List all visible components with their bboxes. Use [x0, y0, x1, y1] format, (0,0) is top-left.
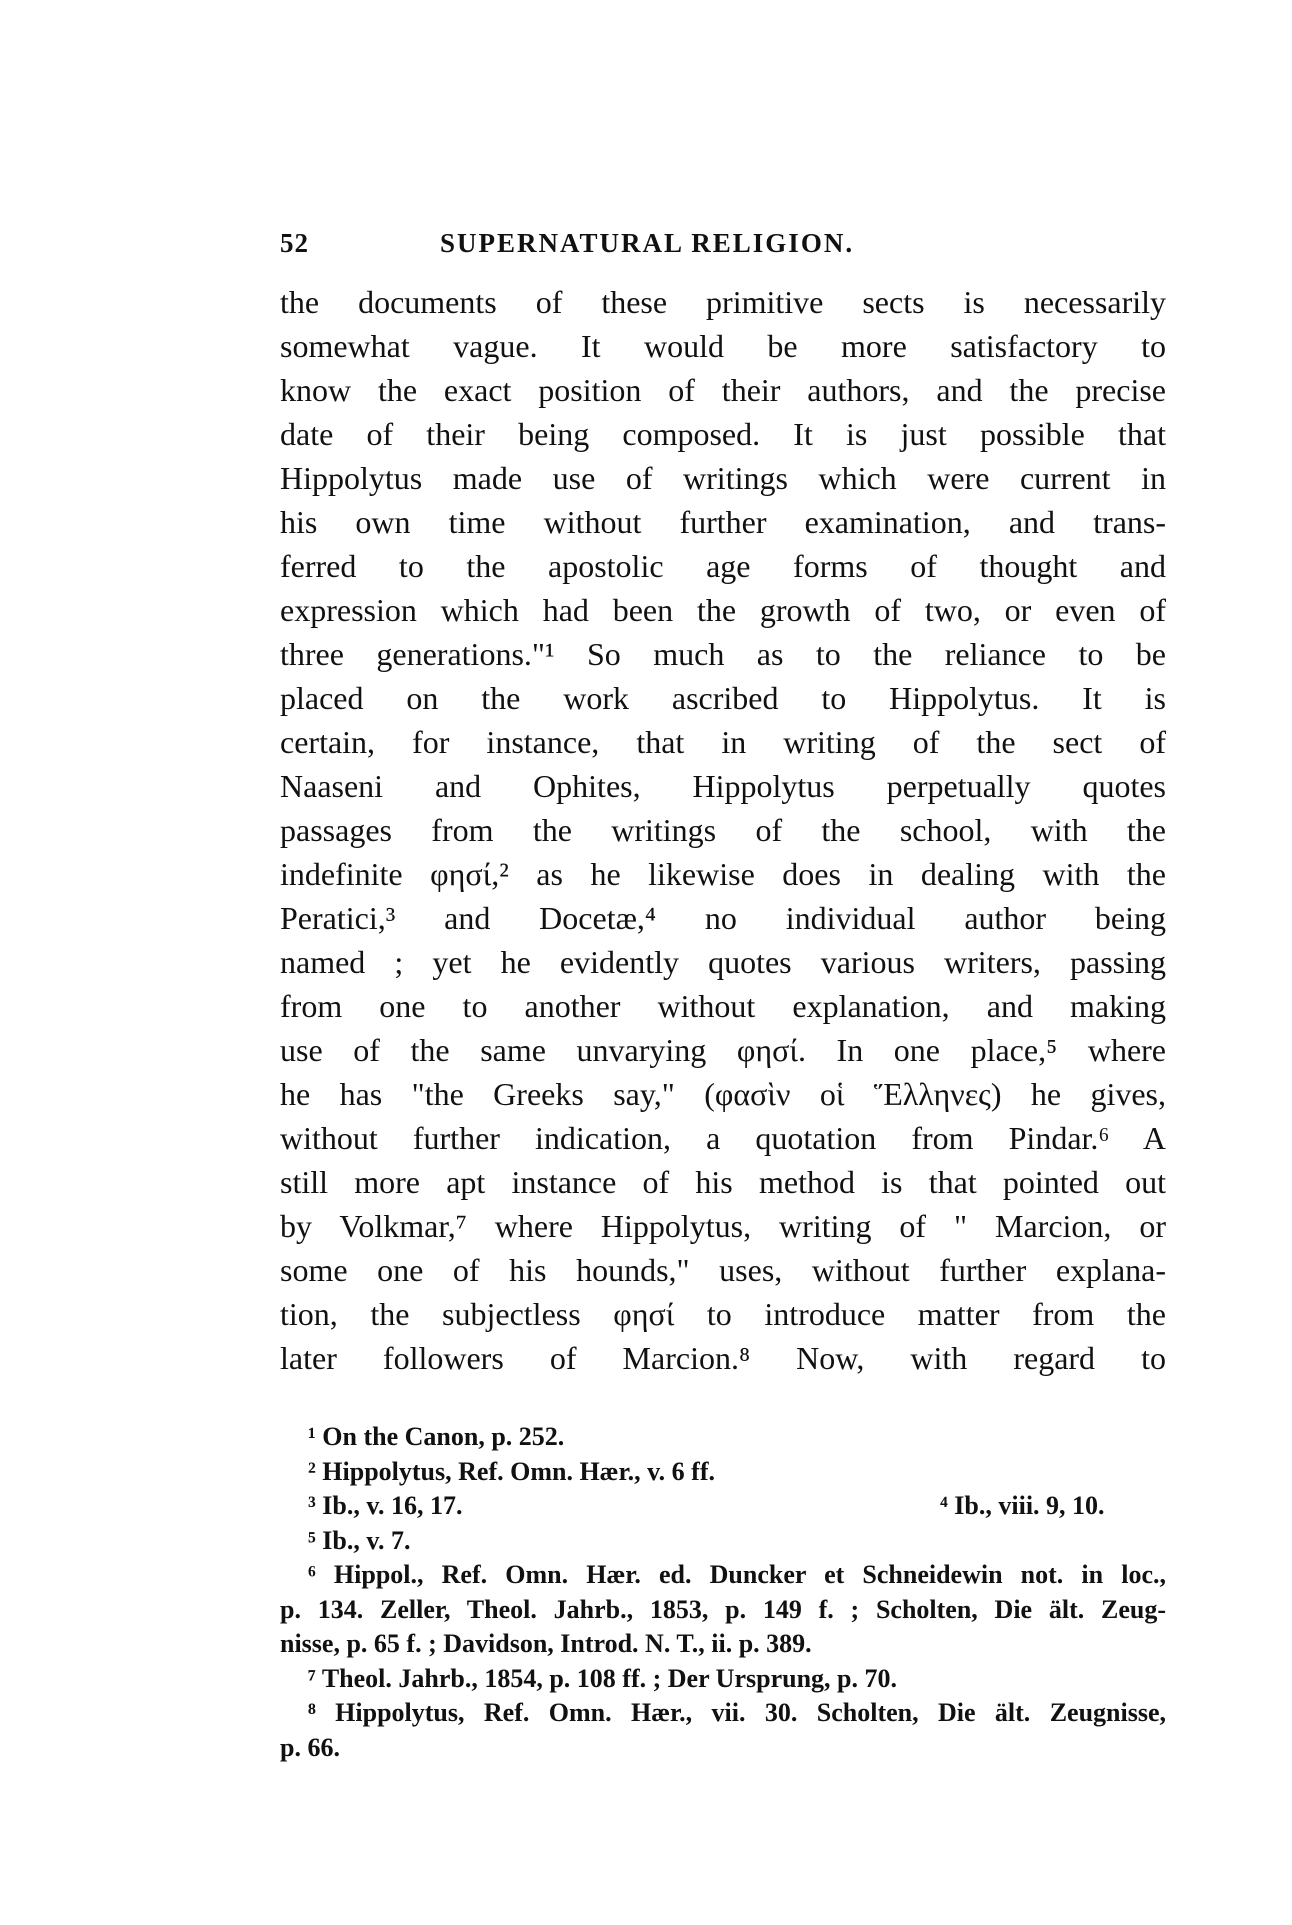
- footnote-2: ² Hippolytus, Ref. Omn. Hær., v. 6 ff.: [308, 1456, 715, 1486]
- text-line: by Volkmar,⁷ where Hippolytus, writing of " Marcion, or: [280, 1208, 1166, 1244]
- footnote-6-line-1: ⁶ Hippol., Ref. Omn. Hær. ed. Duncker et Schneidewin not. in loc.,: [308, 1560, 1166, 1589]
- footnote-7: ⁷ Theol. Jahrb., 1854, p. 108 ff. ; Der Ursprung, p. 70.: [308, 1663, 897, 1693]
- footnote-1: ¹ On the Canon, p. 252.: [308, 1422, 565, 1451]
- text-line: still more apt instance of his method is that pointed out: [280, 1164, 1166, 1200]
- footnotes: [280, 1420, 1166, 1765]
- footnote-8-line-1: ⁸ Hippolytus, Ref. Omn. Hær., vii. 30. Scholten, Die ält. Zeugnisse,: [308, 1698, 1166, 1727]
- text-line: named ; yet he evidently quotes various writers, passing: [280, 944, 1166, 980]
- text-line: passages from the writings of the school, with the: [280, 812, 1166, 848]
- text-line: indefinite φησί,² as he likewise does in dealing with the: [280, 856, 1166, 892]
- footnote-6-line-2: p. 134. Zeller, Theol. Jahrb., 1853, p. 149 f. ; Scholten, Die ält. Zeug-: [280, 1594, 1166, 1624]
- text-line: use of the same unvarying φησί. In one place,⁵ where: [280, 1032, 1166, 1068]
- text-line: three generations."¹ So much as to the reliance to be: [280, 636, 1166, 672]
- text-line: Hippolytus made use of writings which were current in: [280, 460, 1166, 496]
- text-line: Peratici,³ and Docetæ,⁴ no individual author being: [280, 900, 1166, 936]
- text-line: placed on the work ascribed to Hippolytus. It is: [280, 680, 1166, 716]
- footnote-8-line-2: p. 66.: [280, 1732, 340, 1762]
- text-line: expression which had been the growth of two, or even of: [280, 592, 1166, 628]
- text-line: his own time without further examination, and trans-: [280, 504, 1166, 540]
- text-line: date of their being composed. It is just possible that: [280, 416, 1166, 452]
- page-header: [280, 228, 1166, 268]
- footnote-row-3-4: [280, 1489, 1166, 1524]
- text-line: he has "the Greeks say," (φασὶν οἱ Ἕλληνες) he gives,: [280, 1076, 1166, 1112]
- page-number: 52: [280, 228, 309, 258]
- text-line: tion, the subjectless φησί to introduce matter from the: [280, 1296, 1166, 1332]
- text-line: later followers of Marcion.⁸ Now, with regard to: [280, 1340, 1166, 1376]
- body-text: [280, 280, 1166, 1380]
- text-line: somewhat vague. It would be more satisfactory to: [280, 328, 1166, 364]
- footnote-4: ⁴ Ib., viii. 9, 10.: [940, 1491, 1105, 1520]
- text-line: ferred to the apostolic age forms of thought and: [280, 548, 1166, 584]
- text-line: Naaseni and Ophites, Hippolytus perpetually quotes: [280, 768, 1166, 804]
- footnote-6-line-3: nisse, p. 65 f. ; Davidson, Introd. N. T., ii. p. 389.: [280, 1629, 812, 1658]
- text-line: from one to another without explanation, and making: [280, 988, 1166, 1024]
- text-line: some one of his hounds," uses, without further explana-: [280, 1252, 1166, 1288]
- text-line: the documents of these primitive sects is necessarily: [280, 284, 1166, 320]
- text-line: without further indication, a quotation from Pindar.⁶ A: [280, 1120, 1166, 1156]
- text-line: certain, for instance, that in writing of the sect of: [280, 724, 1166, 760]
- running-title: SUPERNATURAL RELIGION.: [440, 228, 855, 258]
- text-line: know the exact position of their authors, and the precise: [280, 372, 1166, 408]
- footnote-5: ⁵ Ib., v. 7.: [308, 1525, 411, 1555]
- footnote-3: ³ Ib., v. 16, 17.: [308, 1491, 463, 1520]
